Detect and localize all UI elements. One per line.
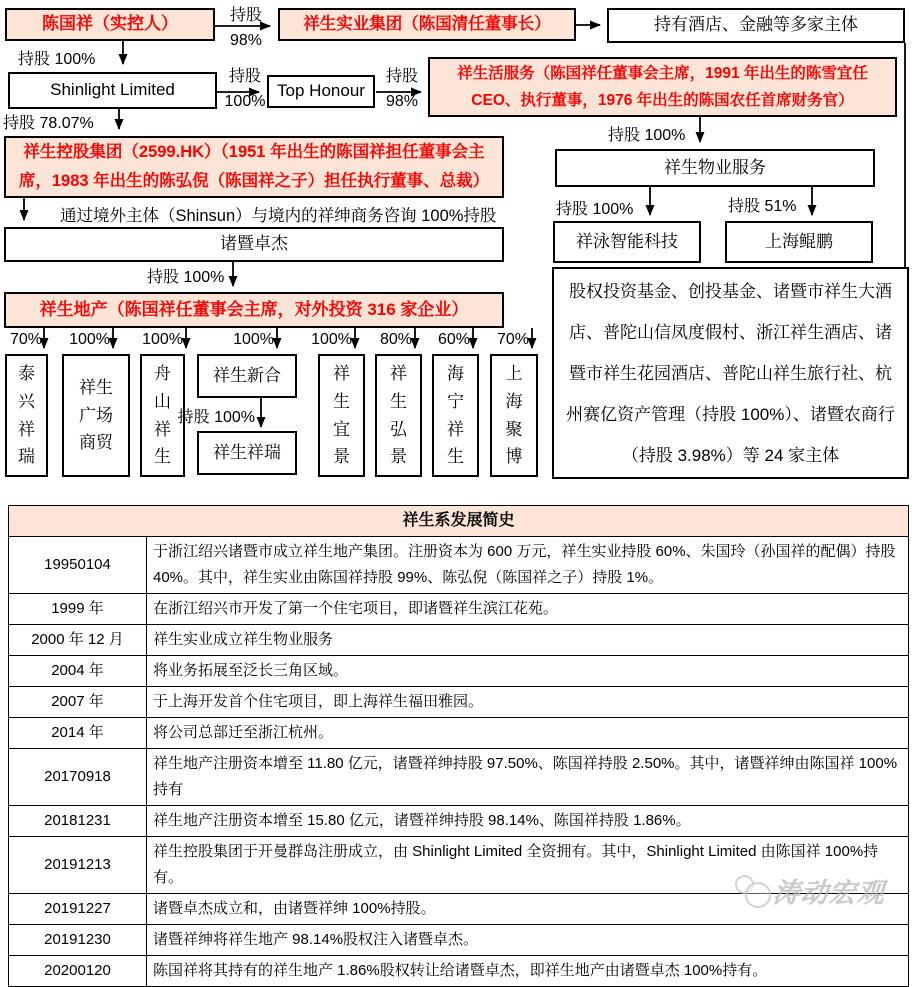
event-cell: 祥生控股集团于开曼群岛注册成立，由 Shinlight Limited 全资拥有。其中，Shinlight Limited 由陈国祥 100%持有。	[147, 837, 909, 894]
child-pct-3: 100%	[233, 331, 274, 348]
edge-label-line1: 持股	[385, 68, 418, 85]
node-xiangyong-tech: 祥泳智能科技	[553, 221, 701, 263]
edge-label-life-wuye: 持股 100%	[608, 127, 686, 144]
date-cell: 20191213	[9, 837, 147, 894]
node-xiangsheng-xiangrui: 祥生祥瑞	[197, 431, 297, 475]
event-cell: 祥生实业成立祥生物业服务	[147, 625, 909, 656]
edge-label-shinlight-holding: 持股 78.07%	[3, 115, 94, 132]
node-taixing-xiangrui	[5, 354, 48, 477]
node-zhuji-zhuojie: 诸暨卓杰	[4, 227, 504, 262]
child-pct-0: 70%	[9, 331, 42, 348]
event-cell: 祥生地产注册资本增至 11.80 亿元，诸暨祥绅持股 97.50%、陈国祥持股 2.50%。其中，诸暨祥绅由陈国祥 100%持有	[147, 749, 909, 806]
child-pct-1: 100%	[69, 331, 110, 348]
child-pct-2: 100%	[142, 331, 183, 348]
date-cell: 20191230	[9, 925, 147, 956]
node-shiye-group: 祥生实业集团（陈国清任董事长）	[278, 8, 576, 41]
event-cell: 将业务拓展至泛长三角区域。	[147, 656, 909, 687]
table-row	[9, 656, 909, 687]
table-row	[9, 925, 909, 956]
node-dichan: 祥生地产（陈国祥任董事会主席，对外投资 316 家企业）	[4, 292, 504, 328]
node-label: 海宁祥生	[446, 364, 464, 467]
node-shanghai-jubo	[490, 354, 538, 477]
date-cell: 2007 年	[9, 687, 147, 718]
table-row	[9, 894, 909, 925]
node-guangchang-shangmao	[62, 354, 130, 477]
node-shinlight-limited: Shinlight Limited	[8, 72, 217, 109]
child-pct-4: 100%	[311, 331, 352, 348]
edge-label-chen-shinlight: 持股 100%	[18, 51, 96, 68]
edge-label-chen-shiye	[220, 3, 272, 53]
child-pct-7: 70%	[496, 331, 529, 348]
edge-label-line1: 持股	[229, 7, 262, 24]
node-holding-group: 祥生控股集团（2599.HK）（1951 年出生的陈国祥担任董事会主席，1983 年出生的陈弘倪（陈国祥之子）担任执行董事、总裁）	[4, 136, 504, 198]
node-label: 泰兴祥瑞	[17, 364, 35, 467]
edge-label-zhuojie-dichan: 持股 100%	[147, 269, 225, 286]
node-label: 上海聚博	[505, 364, 523, 467]
event-cell: 祥生地产注册资本增至 15.80 亿元，诸暨祥绅持股 98.14%、陈国祥持股 1.86%。	[147, 806, 909, 837]
event-cell: 在浙江绍兴市开发了第一个住宅项目，即诸暨祥生滨江花苑。	[147, 594, 909, 625]
edge-label-xinhe-sub: 持股 100%	[177, 409, 255, 426]
table-row	[9, 806, 909, 837]
edge-label-wuye-kunpeng: 持股 51%	[728, 198, 797, 215]
table-row	[9, 537, 909, 594]
child-pct-5: 80%	[379, 331, 412, 348]
node-property-service: 祥生物业服务	[555, 149, 875, 187]
edge-label-line2: 98%	[229, 32, 263, 49]
edge-label-line1: 持股	[228, 68, 261, 85]
date-cell: 20170918	[9, 749, 147, 806]
date-cell: 1999 年	[9, 594, 147, 625]
date-cell: 20200120	[9, 956, 147, 987]
table-title: 祥生系发展简史	[9, 506, 909, 537]
event-cell: 诸暨卓杰成立和，由诸暨祥绅 100%持股。	[147, 894, 909, 925]
node-label: 祥生宜景	[332, 364, 350, 467]
edge-label-line2: 98%	[385, 93, 419, 110]
node-haining-xiangsheng	[432, 354, 479, 477]
node-hotels-entities: 持有酒店、金融等多家主体	[607, 8, 905, 43]
table-row	[9, 594, 909, 625]
table-header-row	[9, 506, 909, 537]
node-label: 舟山祥生	[153, 364, 171, 467]
node-yijing	[318, 354, 365, 477]
node-other-entities: 股权投资基金、创投基金、诸暨市祥生大酒店、普陀山信凤度假村、浙江祥生酒店、诸暨市祥生花园酒店、普陀山祥生旅行社、杭州赛亿资产管理（持股 100%）、诸暨农商行（持股 3.98%）等 24 家主体	[552, 267, 909, 479]
edge-label-holding-zhuojie: 通过境外主体（Shinsun）与境内的祥绅商务咨询 100%持股	[60, 207, 497, 225]
edge-label-shinlight-tophonour	[219, 64, 271, 114]
node-top-honour: Top Honour	[267, 75, 375, 108]
node-label: 祥生弘景	[389, 364, 407, 467]
table-row	[9, 718, 909, 749]
node-life-service: 祥生活服务（陈国祥任董事会主席，1991 年出生的陈雪宜任 CEO、执行董事，1976 年出生的陈国农任首席财务官）	[428, 57, 897, 117]
date-cell: 20181231	[9, 806, 147, 837]
edge-label-tophonour-life	[378, 64, 426, 114]
node-chen-guoxiang: 陈国祥（实控人）	[5, 8, 215, 41]
date-cell: 2014 年	[9, 718, 147, 749]
history-table	[8, 505, 909, 987]
child-pct-6: 60%	[437, 331, 470, 348]
event-cell: 于上海开发首个住宅项目，即上海祥生福田雅园。	[147, 687, 909, 718]
table-row	[9, 837, 909, 894]
event-cell: 陈国祥将其持有的祥生地产 1.86%股权转让给诸暨卓杰，即祥生地产由诸暨卓杰 100%持有。	[147, 956, 909, 987]
node-label: 祥生广场商贸	[79, 378, 113, 453]
table-row	[9, 749, 909, 806]
table-row	[9, 687, 909, 718]
node-xinhe: 祥生新合	[197, 354, 297, 398]
date-cell: 19950104	[9, 537, 147, 594]
table-row	[9, 956, 909, 987]
date-cell: 2004 年	[9, 656, 147, 687]
node-hongjing	[375, 354, 422, 477]
table-row	[9, 625, 909, 656]
date-cell: 2000 年 12 月	[9, 625, 147, 656]
event-cell: 于浙江绍兴诸暨市成立祥生地产集团。注册资本为 600 万元，祥生实业持股 60%、朱国玲（孙国祥的配偶）持股 40%。其中，祥生实业由陈国祥持股 99%、陈弘倪（陈国祥之子）持股 1%。	[147, 537, 909, 594]
edge-label-wuye-xiangyong: 持股 100%	[556, 201, 634, 218]
event-cell: 将公司总部迁至浙江杭州。	[147, 718, 909, 749]
watermark-text: 涛动宏观	[771, 877, 886, 908]
edge-label-line2: 100%	[224, 93, 266, 110]
node-shanghai-kunpeng: 上海鲲鹏	[725, 221, 873, 263]
event-cell: 诸暨祥绅将祥生地产 98.14%股权注入诸暨卓杰。	[147, 925, 909, 956]
date-cell: 20191227	[9, 894, 147, 925]
